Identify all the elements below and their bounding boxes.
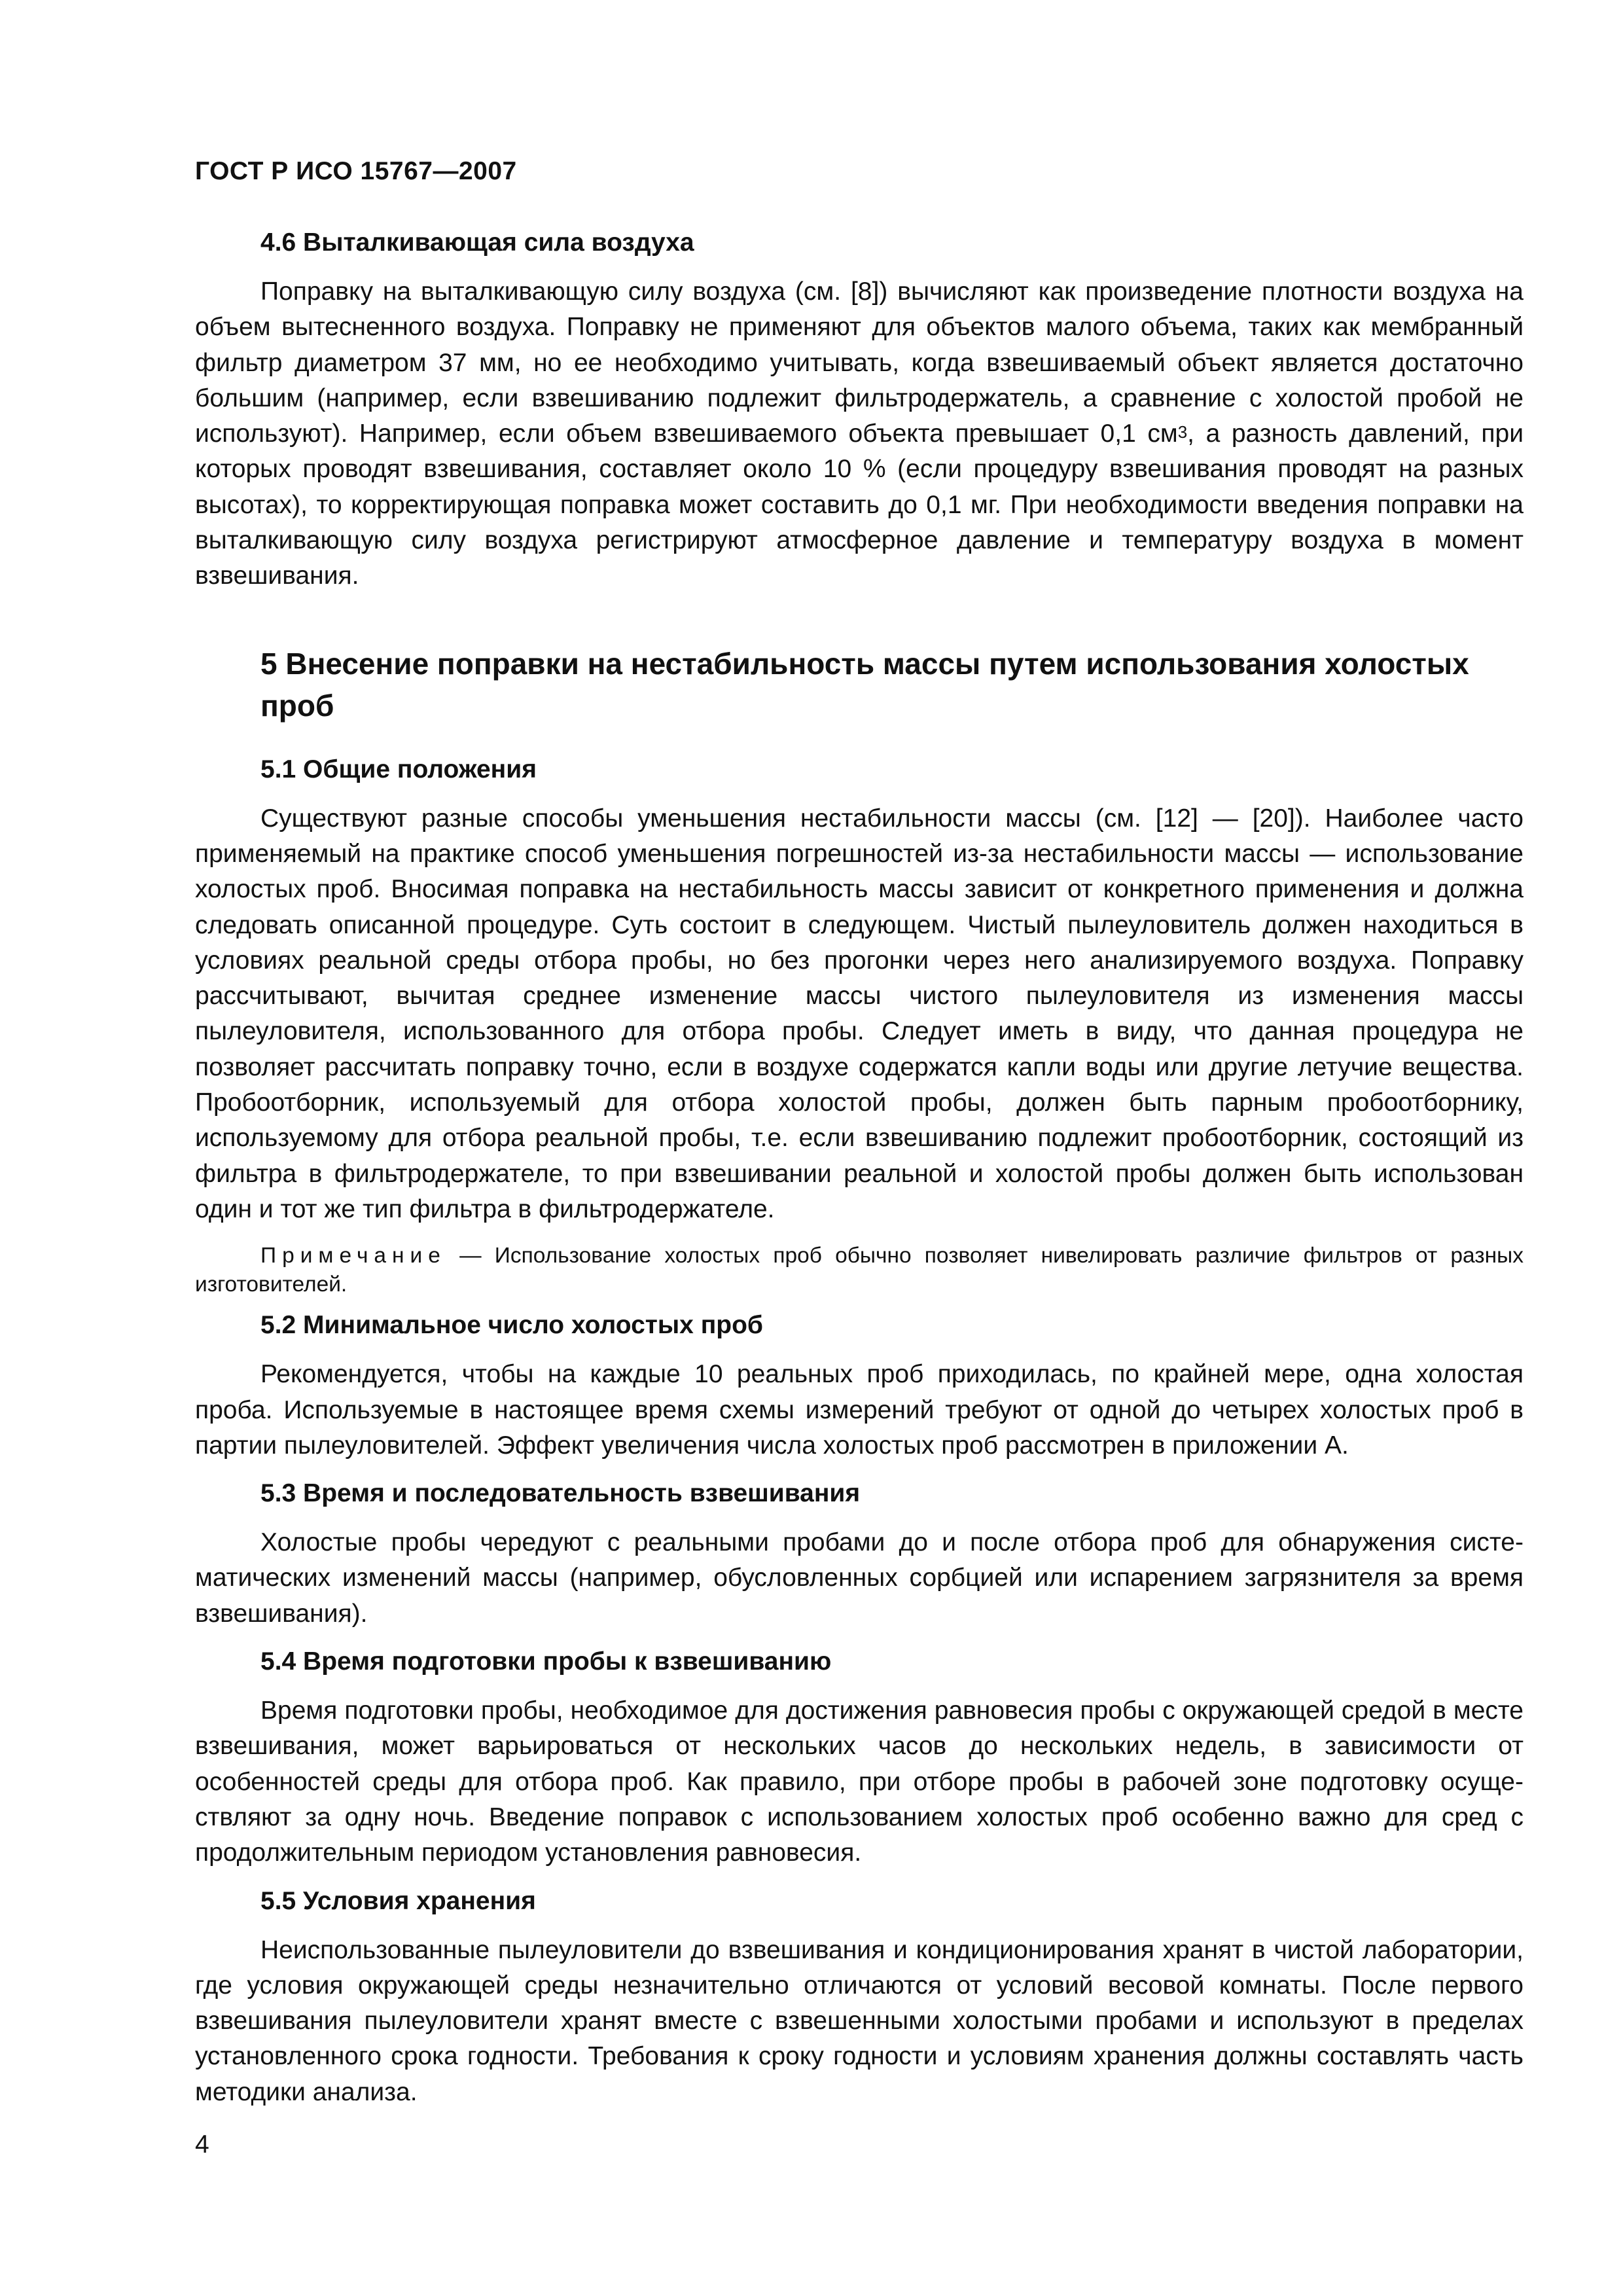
section-heading: 5.3 Время и последовательность взвешивания [260,1479,861,1508]
document-body [195,226,1524,2110]
note-text: — Использование холостых проб обычно позволяет нивелировать различие фильтров от разных изготовителей. [195,1244,1524,1297]
paragraph-text: , а разность давлений, при которых проводят взвешивания, составляет около 10 % (если процедуру взвешивания проводят на разных высотах), то корректирующая поправка может составить до 0,1 мг. При необходимости введения поправки на выталкивающую силу воздуха регистрируют атмосферное давление и температуру воздуха в момент взвешивания. [195,420,1524,590]
section-5 [195,643,1524,726]
section-heading: 4.6 Выталкивающая сила воздуха [260,228,694,257]
section-5-2 [195,1308,1524,1463]
section-5-3 [195,1477,1524,1632]
paragraph [195,274,1524,594]
paragraph: Существуют разные способы уменьшения нестабильности массы (см. [12] — [20]). Наиболее часто применяемый на практике способ уменьшения погрешностей из-за нестабильности массы — использование холостых проб. Вносимая поправка на нестабильность массы зависит от конкретного применения и должна следовать описанной процедуре. Суть состоит в следующем. Чистый пылеуловитель должен находиться в условиях реальной среды отбора пробы, но без прогонки через него анализируемого воздуха. Поправку рассчитывают, вычитая среднее изменение массы чистого пылеуловителя из изменения массы пылеуловителя, использованного для отбора пробы. Следует иметь в виду, что данная процедура не позволяет рассчитать поправку точно, если в воздухе содержатся капли воды или другие летучие вещества. Пробоотборник, используемый для отбора холостой пробы, должен быть парным пробоотборнику, используемому для отбора реальной пробы, т.е. если взвешиванию подлежит пробоотборник, состоящий из фильтра в фильтродержателе, то при взвешивании реальной и холостой пробы должен быть использован один и тот же тип фильтра в фильтродержателе. [195,804,1524,1223]
chapter-heading: 5 Внесение поправки на нестабильность массы путем использования холостых проб [260,646,1469,723]
section-heading: 5.2 Минимальное число холостых проб [260,1311,764,1340]
section-5-5 [195,1884,1524,2110]
note [195,1242,1524,1299]
document-header: ГОСТ Р ИСО 15767—2007 [195,157,517,185]
paragraph-text: Поправку на выталкивающую силу воздуха (см. [8]) вычисляют как произведение плотности воздуха на объем вытесненного воздуха. Поправку не применяют для объектов малого объема, таких как мембранный фильтр диаметром 37 мм, но ее необходимо учитывать, когда взвешиваемый объект является достаточно большим (например, если взвешиванию подлежит фильтродержатель, а сравнение с холостой пробой не используют). Например, если объем взвешиваемого объекта превышает 0,1 см [195,278,1524,448]
paragraph: Время подготовки пробы, необходимое для достижения равновесия пробы с окружающей средой в месте взвешивания, может варьироваться от нескольких часов до нескольких недель, в зависимости от особенностей среды для отбора проб. Как правило, при отборе пробы в рабочей зоне подготовку осуществляют за одну ночь. Введение поправок с использованием холостых проб особенно важно для сред с продолжительным периодом установления равновесия. [195,1696,1524,1867]
page-number: 4 [195,2130,209,2159]
section-4-6 [195,226,1524,594]
paragraph: Холостые пробы чередуют с реальными пробами до и после отбора проб для обнаружения систематических изменений массы (например, обусловленных сорбцией или испарением загрязнителя за время взвешивания). [195,1528,1524,1628]
section-heading: 5.4 Время подготовки пробы к взвешиванию [260,1647,832,1676]
paragraph: Неиспользованные пылеуловители до взвешивания и кондиционирования хранят в чистой лаборатории, где условия окружающей среды незначительно отличаются от условий весовой комнаты. После первого взвешивания пылеуловители хранят вместе с взвешенными холостыми пробами и используют в пределах установленного срока годности. Требования к сроку годности и условиям хранения должны составлять часть методики анализа. [195,1935,1524,2106]
section-heading: 5.5 Условия хранения [260,1886,536,1915]
note-label: Примечание [260,1244,446,1268]
section-5-4 [195,1645,1524,1871]
section-heading: 5.1 Общие положения [260,755,537,783]
paragraph: Рекомендуется, чтобы на каждые 10 реальных проб приходилась, по крайней мере, одна холостая проба. Используемые в настоящее время схемы измерений требуют от одной до четырех холостых проб в партии пылеуловителей. Эффект увеличения числа холостых проб рассмотрен в приложении А. [195,1360,1524,1460]
superscript: 3 [1177,422,1188,442]
section-5-1 [195,753,1524,1300]
